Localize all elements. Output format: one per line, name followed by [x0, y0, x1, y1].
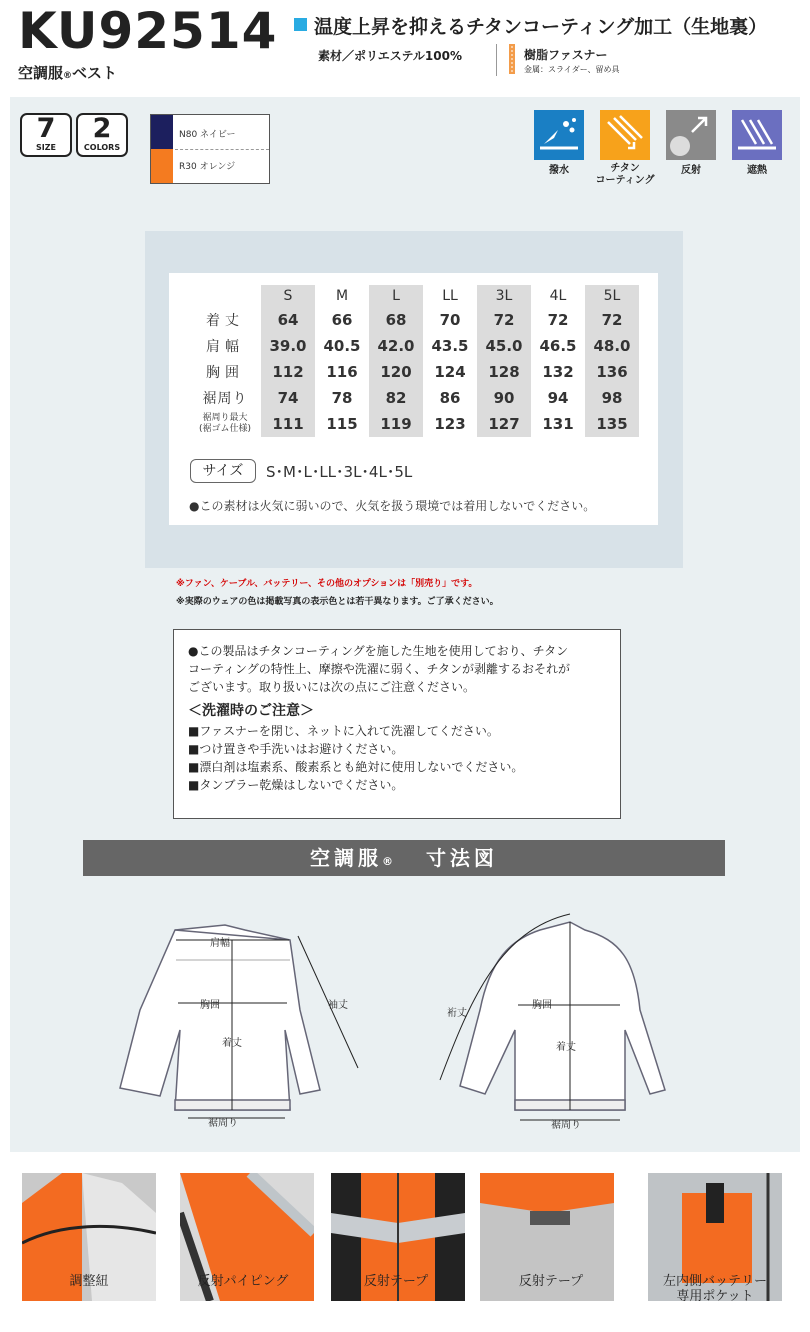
care-intro-line: ございます。取り扱いには次の点にご注意ください。: [188, 680, 476, 694]
color-name-orange: R30 オレンジ: [179, 162, 236, 172]
size-header: 5L: [585, 285, 639, 307]
care-item: ■タンブラー乾燥はしないでください。: [188, 778, 404, 792]
table-row: [189, 333, 639, 359]
dimension-title-rest: 寸法図: [425, 846, 498, 870]
table-cell: 70: [439, 311, 461, 329]
size-header: M: [335, 288, 349, 304]
color-name-navy: N80 ネイビー: [179, 130, 236, 140]
table-cell: 127: [477, 411, 531, 437]
table-cell: 42.0: [369, 333, 423, 359]
label-yuki: 裄丈: [447, 1008, 467, 1019]
table-cell: 94: [547, 389, 569, 407]
care-item: ■漂白剤は塩素系、酸素系とも絶対に使用しないでください。: [188, 760, 524, 774]
table-cell: 72: [585, 307, 639, 333]
heat-shield-icon: [732, 110, 782, 160]
care-item: ■つけ置きや手洗いはお避けください。: [188, 742, 404, 756]
label-chest-back: 胸囲: [532, 1000, 552, 1011]
color-count-badge: [76, 113, 128, 157]
photo-caption: 反射テープ: [363, 1274, 429, 1289]
row-label: 着丈: [206, 313, 244, 329]
table-cell: 120: [369, 359, 423, 385]
care-intro-line: コーティングの特性上、摩擦や洗濯に弱く、チタンが剥離するおそれが: [188, 662, 570, 676]
table-row: [189, 411, 639, 437]
table-cell: 74: [261, 385, 315, 411]
dimension-diagram: [100, 900, 720, 1140]
feature-headline: 温度上昇を抑えるチタンコーティング加工（生地裏）: [314, 16, 768, 38]
table-cell: 48.0: [585, 333, 639, 359]
table-cell: 72: [547, 311, 569, 329]
label-length-back: 着丈: [556, 1042, 576, 1053]
feature-bullet-icon: [294, 18, 307, 31]
row-label: 肩幅: [206, 339, 244, 355]
photo-caption: 調整紐: [69, 1274, 109, 1289]
size-header: 3L: [477, 285, 531, 307]
table-cell: 112: [261, 359, 315, 385]
table-cell: 64: [261, 307, 315, 333]
row-label: 胸囲: [206, 365, 244, 381]
size-header: L: [369, 285, 423, 307]
zipper-title: 樹脂ファスナー: [524, 48, 608, 62]
table-cell: 78: [331, 389, 353, 407]
size-count: 7: [36, 113, 56, 144]
swatch-orange: [151, 149, 173, 183]
row-label: 裾周り: [202, 391, 248, 407]
table-cell: 123: [434, 415, 466, 433]
color-note: ※実際のウェアの色は掲載写真の表示色とは若干異なります。ご了承ください。: [176, 597, 499, 607]
table-cell: 40.5: [323, 337, 361, 355]
size-count-badge: [20, 113, 72, 157]
swatch-navy: [151, 115, 173, 149]
feature-label-water: 撥水: [549, 165, 569, 176]
label-hem-back: 裾周り: [551, 1120, 581, 1131]
table-cell: 43.5: [431, 337, 469, 355]
care-item: ■ファスナーを閉じ、ネットに入れて洗濯してください。: [188, 724, 499, 738]
model-number: KU92514: [18, 2, 278, 60]
fire-warning: ●この素材は火気に弱いので、火気を扱う環境では着用しないでください。: [189, 499, 596, 513]
zipper-icon: [506, 44, 518, 74]
material-text: 素材／ポリエステル100%: [318, 49, 462, 63]
table-cell: 39.0: [261, 333, 315, 359]
color-swatches: [150, 114, 270, 184]
table-row: [189, 385, 639, 411]
care-instructions: [173, 629, 621, 819]
table-cell: 116: [326, 363, 358, 381]
table-cell: 66: [331, 311, 353, 329]
table-cell: 82: [369, 385, 423, 411]
divider: [175, 149, 269, 150]
row-label: 裾周り最大 (裾ゴム仕様): [198, 413, 252, 434]
label-shoulder: 肩幅: [210, 938, 230, 949]
size-header-row: [189, 285, 639, 307]
size-label: サイズ: [190, 459, 256, 483]
subtitle-rest: ベスト: [72, 64, 118, 82]
water-repellent-icon: [534, 110, 584, 160]
table-cell: 119: [369, 411, 423, 437]
size-header: LL: [442, 288, 458, 304]
table-cell: 132: [542, 363, 574, 381]
dimension-title-bar: [83, 840, 725, 876]
table-row: [189, 359, 639, 385]
reflective-icon: [666, 110, 716, 160]
size-count-label: SIZE: [35, 143, 56, 152]
label-length-front: 着丈: [222, 1038, 242, 1049]
table-cell: 111: [261, 411, 315, 437]
table-cell: 72: [477, 307, 531, 333]
feature-label-titanium: チタン コーティング: [595, 163, 655, 186]
table-cell: 124: [434, 363, 466, 381]
size-list: S･M･L･LL･3L･4L･5L: [266, 463, 413, 481]
size-table: [189, 285, 639, 437]
size-header: S: [261, 285, 315, 307]
table-cell: 45.0: [477, 333, 531, 359]
zipper-subtext: 金属：スライダー、留め具: [524, 65, 620, 74]
color-count-label: COLORS: [83, 143, 121, 152]
photo-caption: 左内側バッテリー 専用ポケット: [662, 1274, 767, 1304]
photo-caption: 反射テープ: [518, 1274, 584, 1289]
subtitle-main: 空調服: [18, 64, 64, 82]
table-row: [189, 307, 639, 333]
photo-caption: 反射パイピング: [197, 1274, 289, 1289]
feature-label-heat: 遮熱: [747, 165, 767, 176]
corner-cell: [189, 285, 261, 307]
care-heading: ＜洗濯時のご注意＞: [188, 703, 314, 719]
registered-mark: ®: [63, 71, 73, 81]
registered-mark: ®: [382, 855, 394, 868]
color-count: 2: [92, 113, 112, 144]
table-cell: 135: [585, 411, 639, 437]
care-intro-line: ●この製品はチタンコーティングを施した生地を使用しており、チタン: [188, 644, 569, 658]
table-cell: 131: [542, 415, 574, 433]
table-cell: 86: [439, 389, 461, 407]
table-cell: 46.5: [539, 337, 577, 355]
table-cell: 128: [477, 359, 531, 385]
label-chest-front: 胸囲: [200, 1000, 220, 1011]
dimension-title: 空調服: [310, 846, 383, 870]
table-cell: 90: [477, 385, 531, 411]
label-sleeve: 袖丈: [328, 1000, 348, 1011]
options-note: ※ファン、ケーブル、バッテリー、その他のオプションは「別売り」です。: [176, 579, 478, 589]
feature-label-reflective: 反射: [681, 165, 701, 176]
label-hem-front: 裾周り: [208, 1118, 238, 1129]
table-cell: 115: [326, 415, 358, 433]
table-cell: 68: [369, 307, 423, 333]
table-cell: 136: [585, 359, 639, 385]
size-header: 4L: [549, 288, 567, 304]
table-cell: 98: [585, 385, 639, 411]
titanium-coating-icon: [600, 110, 650, 160]
divider: [496, 44, 497, 76]
product-subtitle: [18, 62, 117, 83]
